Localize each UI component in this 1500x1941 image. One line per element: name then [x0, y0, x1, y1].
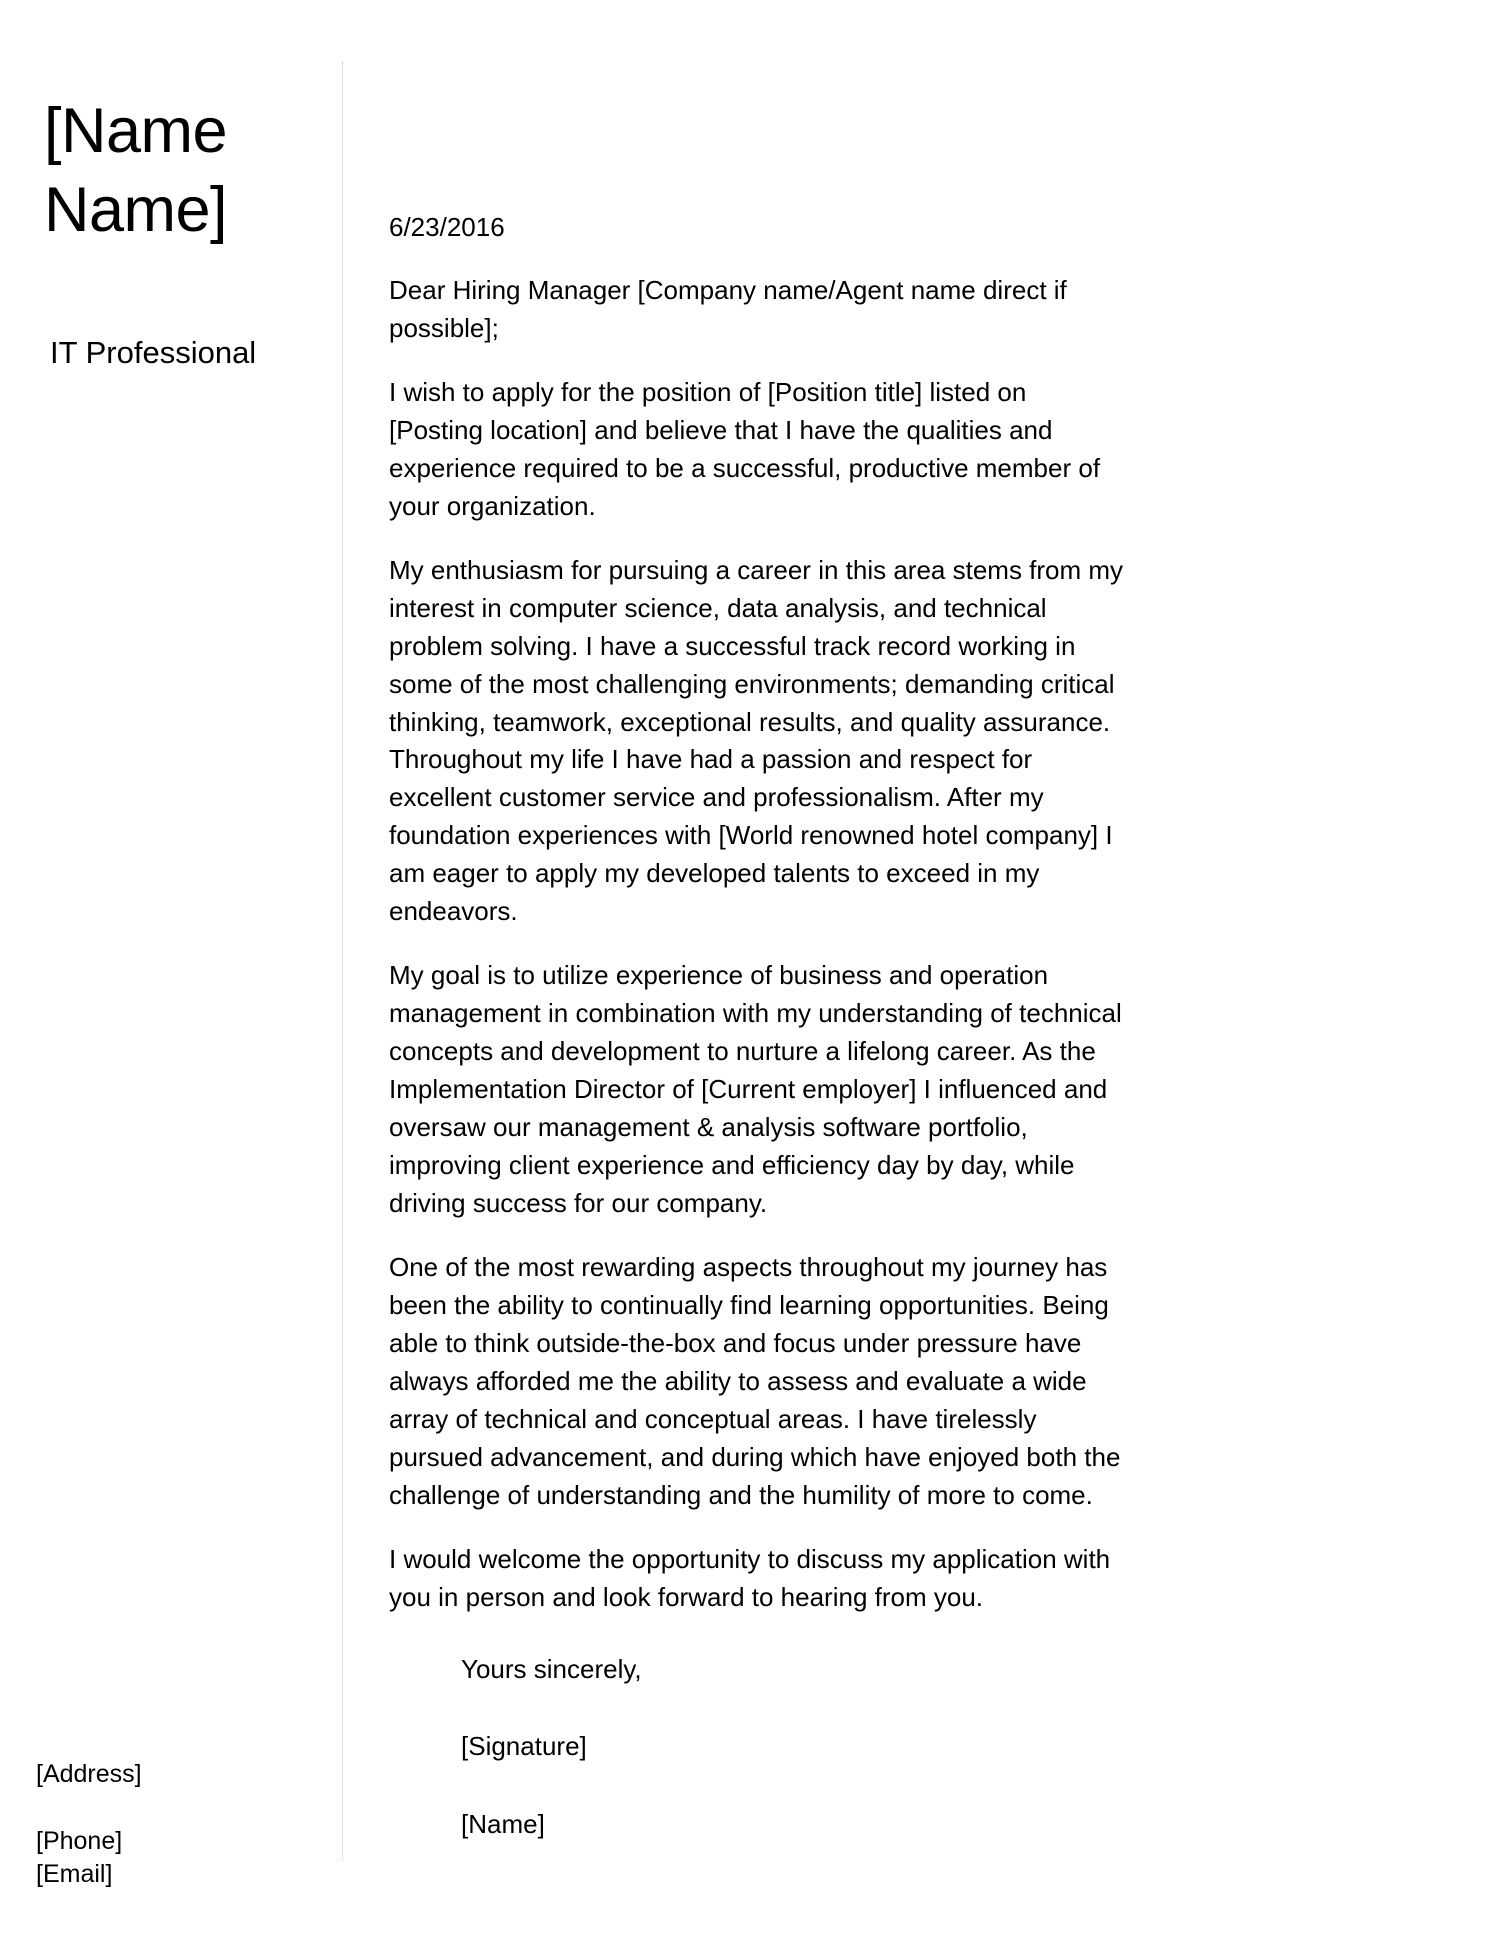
letter-paragraph-2: My enthusiasm for pursuing a career in this area stems from my interest in computer science, data analysis, and technical problem solving. I have a successful track record working in some of the most challenging environments; demanding critical thinking, teamwork, exceptional results, and quality assurance. Throughout my life I have had a passion and respect for excellent customer service and professionalism. After my foundation experiences with [World renowned hotel company] I am eager to apply my developed talents to exceed in my endeavors. — [389, 554, 1124, 927]
letter-date: 6/23/2016 — [389, 212, 505, 242]
applicant-name-line-2: Name] — [44, 175, 228, 246]
left-sidebar — [0, 0, 342, 1941]
letter-paragraph-4: One of the most rewarding aspects throughout my journey has been the ability to continually find learning opportunities. Being able to think outside-the-box and focus under pressure have always afforded me the ability to assess and evaluate a wide array of technical and conceptual areas. I have tirelessly pursued advancement, and during which have enjoyed both the challenge of understanding and the humility of more to come. — [389, 1251, 1121, 1510]
contact-details-block — [36, 1758, 336, 1891]
letter-paragraph-5: I would welcome the opportunity to discuss my application with you in person and look forward to hearing from you. — [389, 1543, 1111, 1612]
letter-body — [389, 272, 1127, 1844]
letter-signoff-block — [389, 1651, 1127, 1844]
applicant-name-block — [44, 92, 334, 251]
letter-paragraph-1: I wish to apply for the position of [Position title] listed on [Posting location] and believe that I have the qualities and experience required to be a successful, productive member of your organization. — [389, 376, 1101, 521]
letter-signature-placeholder: [Signature] — [461, 1731, 587, 1762]
letter-closing: Yours sincerely, — [461, 1653, 642, 1684]
applicant-name-line-1: [Name — [44, 96, 228, 166]
contact-email: [Email] — [36, 1860, 113, 1888]
letter-paragraph-3: My goal is to utilize experience of business and operation management in combination with my understanding of technical concepts and development to nurture a lifelong career. As the Implementation Director of [Current employer] I influenced and oversaw our management & analysis software portfolio, improving client experience and efficiency day by day, while driving success for our company. — [389, 960, 1122, 1218]
applicant-job-title: IT Professional — [50, 335, 257, 370]
contact-address: [Address] — [36, 1760, 142, 1788]
letter-salutation: Dear Hiring Manager [Company name/Agent name direct if possible]; — [389, 275, 1067, 343]
column-divider — [342, 62, 343, 1860]
letter-name-placeholder: [Name] — [461, 1808, 545, 1839]
contact-phone: [Phone] — [36, 1827, 123, 1855]
